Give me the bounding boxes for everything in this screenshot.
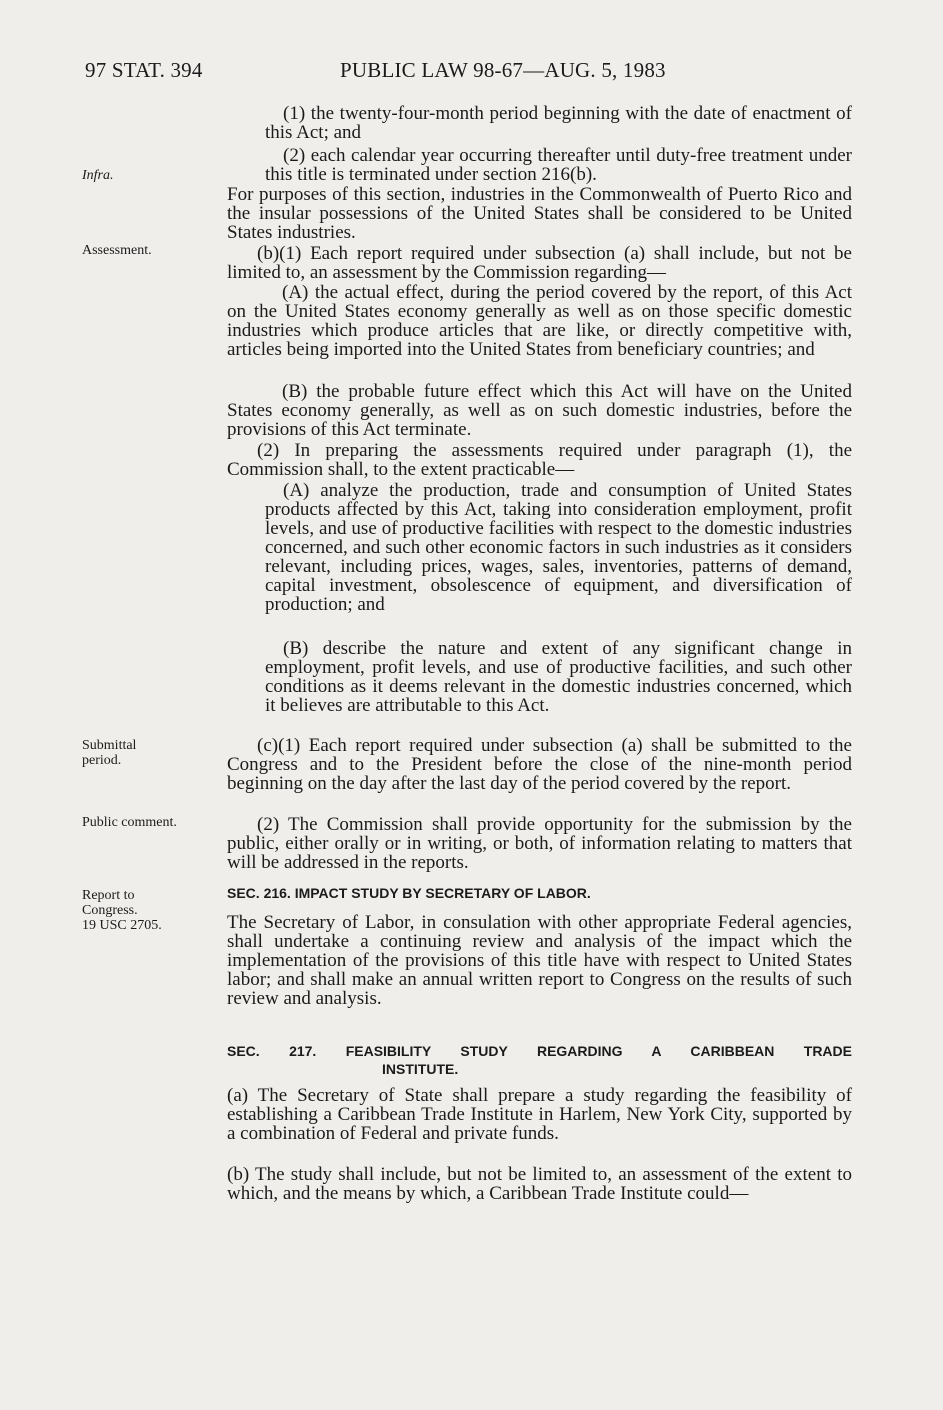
paragraph-b2-a [227, 481, 852, 614]
paragraph-a1 [227, 104, 852, 142]
margin-note-submittal-period [82, 738, 136, 768]
paragraph-text: (1) the twenty-four-month period beginning with the date of enactment of this Act; and [265, 103, 852, 143]
margin-note-infra: Infra. [82, 168, 114, 183]
paragraph-sec216 [227, 913, 852, 1008]
paragraph-text: (2) each calendar year occurring thereafter until duty-free treatment under this title is terminated under section 216(b). [265, 145, 852, 185]
paragraph-b2 [227, 441, 852, 479]
paragraph-text: (a) The Secretary of State shall prepare a study regarding the feasibility of establishing a Caribbean Trade Institute in Harlem, New York City, supported by a combination of Federal and private funds. [227, 1085, 852, 1144]
margin-note-report-to-congress [82, 888, 162, 933]
paragraph-text: (B) the probable future effect which this Act will have on the United States economy generally, as well as on such domestic industries, before the provisions of this Act terminate. [227, 381, 852, 440]
paragraph-sec217-a [227, 1086, 852, 1143]
paragraph-text: The Secretary of Labor, in consulation with other appropriate Federal agencies, shall undertake a continuing review and analysis of the impact which the implementation of the provisions of this title have with respect to United States labor; and shall make an annual written report to Congress on the results of such review and analysis. [227, 912, 852, 1009]
paragraph-text: For purposes of this section, industries in the Commonwealth of Puerto Rico and the insular possessions of the United States shall be considered to be United States industries. [227, 184, 852, 243]
paragraph-b1-b [227, 382, 852, 439]
margin-note-line: Congress. [82, 903, 138, 918]
section-217-heading [227, 1042, 852, 1078]
paragraph-text: (c)(1) Each report required under subsection (a) shall be submitted to the Congress and to the President before the close of the nine-month period beginning on the day after the last day of the period covered by the report. [227, 735, 852, 794]
margin-note-line: Submittal [82, 738, 137, 753]
section-heading-text: SEC. 217. FEASIBILITY STUDY REGARDING A CARIBBEAN TRADE [227, 1043, 852, 1059]
paragraph-text: (2) The Commission shall provide opportunity for the submission by the public, either orally or in writing, or both, of information relating to matters that will be addressed in the reports. [227, 814, 852, 873]
margin-note-public-comment: Public comment. [82, 815, 177, 830]
section-heading-text: INSTITUTE. [382, 1061, 459, 1077]
paragraph-text: (A) the actual effect, during the period covered by the report, of this Act on the United States economy generally as well as on those specific domestic industries which produce articles that are like, or directly competitive with, articles being imported into the United States from beneficiary countries; and [227, 282, 852, 360]
paragraph-text: (2) In preparing the assessments required under paragraph (1), the Commission shall, to the extent practicable— [227, 440, 852, 480]
paragraph-text: (A) analyze the production, trade and consumption of United States products affected by this Act, taking into consideration employment, profit levels, and use of productive facilities with respect to the domestic industries concerned, and such other economic factors in such industries as it considers relevant, including prices, wages, sales, inventories, patterns of demand, capital investment, obsolescence of equipment, and diversification of production; and [265, 480, 852, 615]
margin-note-line: Report to [82, 888, 135, 903]
margin-note-line: period. [82, 753, 122, 768]
paragraph-b2-b [227, 639, 852, 715]
paragraph-b1 [227, 244, 852, 282]
section-216-heading [227, 884, 852, 902]
margin-note-line: 19 USC 2705. [82, 918, 162, 933]
section-heading-text: SEC. 216. IMPACT STUDY BY SECRETARY OF LABOR. [227, 885, 591, 901]
margin-note-assessment: Assessment. [82, 243, 152, 258]
page-number-header: 97 STAT. 394 [85, 58, 203, 82]
paragraph-text: (b)(1) Each report required under subsection (a) shall include, but not be limited to, an assessment by the Commission regarding— [227, 243, 852, 283]
paragraph-a2 [227, 146, 852, 184]
paragraph-puerto-rico [227, 185, 852, 242]
paragraph-text: (b) The study shall include, but not be limited to, an assessment of the extent to which, and the means by which, a Caribbean Trade Institute could— [227, 1164, 852, 1204]
paragraph-text: (B) describe the nature and extent of any significant change in employment, profit levels, and use of productive facilities, and such other conditions as it deems relevant in the domestic industries concerned, which it believes are attributable to this Act. [265, 638, 852, 716]
paragraph-c2 [227, 815, 852, 872]
paragraph-sec217-b [227, 1165, 852, 1203]
running-title-header: PUBLIC LAW 98-67—AUG. 5, 1983 [340, 58, 666, 82]
paragraph-c1 [227, 736, 852, 793]
paragraph-b1-a [227, 283, 852, 359]
